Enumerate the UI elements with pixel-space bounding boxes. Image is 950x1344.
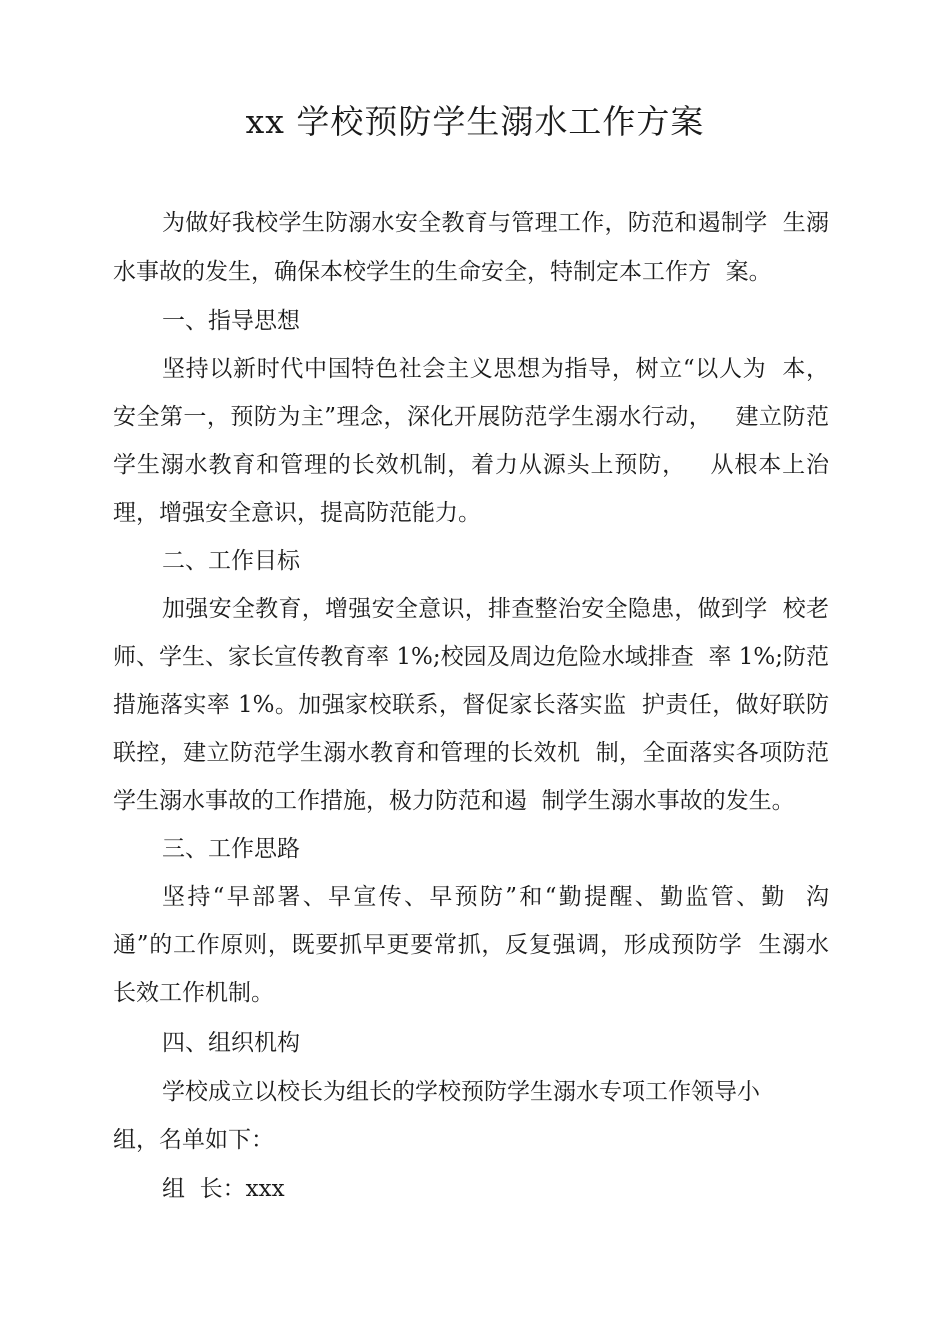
section-heading-organization: 四、组织机构 bbox=[162, 1030, 300, 1056]
paragraph-line: 学生溺水教育和管理的长效机制，着力从源头上预防， 从根本上治 bbox=[113, 452, 829, 478]
paragraph-line: 长效工作机制。 bbox=[113, 980, 274, 1006]
paragraph-line: 安全第一，预防为主”理念，深化开展防范学生溺水行动， 建立防范 bbox=[113, 404, 829, 430]
paragraph-line: 坚持以新时代中国特色社会主义思想为指导，树立“以人为 本， bbox=[162, 356, 829, 382]
section-heading-guiding-ideology: 一、指导思想 bbox=[162, 308, 300, 334]
member-list-entry: 组 长：xxx bbox=[162, 1176, 285, 1202]
paragraph-line: 组，名单如下： bbox=[113, 1127, 274, 1153]
paragraph-line: 加强安全教育，增强安全意识，排查整治安全隐患，做到学 校老 bbox=[162, 596, 829, 622]
paragraph-line: 水事故的发生，确保本校学生的生命安全，特制定本工作方 案。 bbox=[113, 259, 772, 285]
section-heading-work-approach: 三、工作思路 bbox=[162, 836, 300, 862]
paragraph-line: 理，增强安全意识，提高防范能力。 bbox=[113, 500, 481, 526]
paragraph-line: 联控，建立防范学生溺水教育和管理的长效机 制，全面落实各项防范 bbox=[113, 740, 829, 766]
paragraph-line: 学校成立以校长为组长的学校预防学生溺水专项工作领导小 bbox=[162, 1079, 760, 1105]
paragraph-line: 坚持“早部署、早宣传、早预防”和“勤提醒、勤监管、勤 沟 bbox=[162, 884, 829, 910]
document-title: xx 学校预防学生溺水工作方案 bbox=[245, 102, 705, 141]
paragraph-line: 措施落实率 1%。加强家校联系，督促家长落实监 护责任，做好联防 bbox=[113, 692, 829, 718]
paragraph-line: 通”的工作原则，既要抓早更要常抓，反复强调，形成预防学 生溺水 bbox=[113, 932, 829, 958]
paragraph-line: 师、学生、家长宣传教育率 1%;校园及周边危险水域排查 率 1%;防范 bbox=[113, 644, 829, 670]
paragraph-line: 为做好我校学生防溺水安全教育与管理工作，防范和遏制学 生溺 bbox=[162, 210, 829, 236]
paragraph-line: 学生溺水事故的工作措施，极力防范和遏 制学生溺水事故的发生。 bbox=[113, 788, 795, 814]
section-heading-work-goals: 二、工作目标 bbox=[162, 548, 300, 574]
